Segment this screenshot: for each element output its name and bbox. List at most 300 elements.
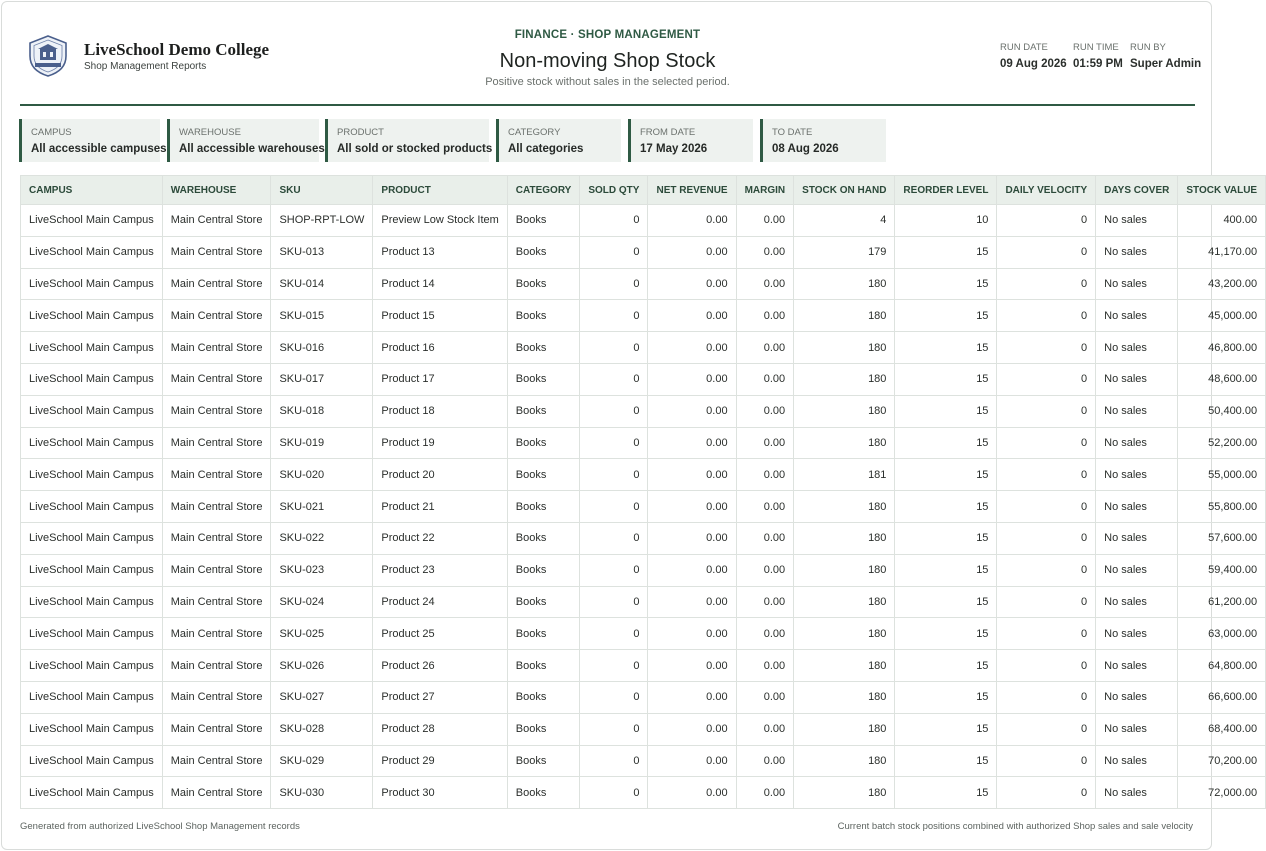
- table-cell: 180: [794, 777, 895, 809]
- table-cell: 0: [580, 395, 648, 427]
- table-cell: 15: [895, 395, 997, 427]
- table-cell: 0.00: [736, 236, 794, 268]
- table-cell: 0.00: [736, 300, 794, 332]
- table-cell: 46,800.00: [1178, 332, 1266, 364]
- table-cell: Product 29: [373, 745, 507, 777]
- table-cell: Main Central Store: [162, 618, 271, 650]
- table-cell: 180: [794, 268, 895, 300]
- filter-value: All accessible warehouses: [179, 143, 325, 155]
- table-cell: 0.00: [736, 332, 794, 364]
- table-cell: LiveSchool Main Campus: [21, 745, 163, 777]
- filter-value: All accessible campuses: [31, 143, 167, 155]
- table-cell: 0: [997, 618, 1096, 650]
- table-cell: Product 15: [373, 300, 507, 332]
- footer-note-left: Generated from authorized LiveSchool Shop Management records: [20, 821, 300, 832]
- table-cell: 68,400.00: [1178, 713, 1266, 745]
- table-cell: Product 27: [373, 681, 507, 713]
- table-cell: LiveSchool Main Campus: [21, 777, 163, 809]
- table-cell: 15: [895, 650, 997, 682]
- column-header: MARGIN: [736, 176, 794, 205]
- table-cell: LiveSchool Main Campus: [21, 554, 163, 586]
- run-by-label: RUN BY: [1130, 42, 1166, 53]
- table-cell: 0: [580, 586, 648, 618]
- table-cell: 72,000.00: [1178, 777, 1266, 809]
- table-cell: No sales: [1096, 300, 1178, 332]
- run-by: [1130, 42, 1201, 70]
- table-row: [21, 363, 1266, 395]
- table-cell: No sales: [1096, 395, 1178, 427]
- table-cell: Main Central Store: [162, 713, 271, 745]
- table-cell: 0: [997, 650, 1096, 682]
- filter-label: FROM DATE: [640, 127, 696, 138]
- table-cell: 180: [794, 681, 895, 713]
- table-cell: SKU-013: [271, 236, 373, 268]
- table-cell: Books: [507, 745, 580, 777]
- header-row: [21, 176, 1266, 205]
- table-cell: Product 19: [373, 427, 507, 459]
- table-cell: 15: [895, 745, 997, 777]
- table-cell: 0.00: [736, 650, 794, 682]
- table-cell: Main Central Store: [162, 427, 271, 459]
- table-cell: Books: [507, 586, 580, 618]
- column-header: WAREHOUSE: [162, 176, 271, 205]
- table-cell: 0.00: [736, 491, 794, 523]
- table-cell: 64,800.00: [1178, 650, 1266, 682]
- filter-value: All categories: [508, 143, 584, 155]
- table-cell: 66,600.00: [1178, 681, 1266, 713]
- column-header: STOCK ON HAND: [794, 176, 895, 205]
- table-row: [21, 205, 1266, 237]
- column-header: REORDER LEVEL: [895, 176, 997, 205]
- table-cell: 180: [794, 713, 895, 745]
- filter-value: 08 Aug 2026: [772, 143, 839, 155]
- table-cell: 15: [895, 332, 997, 364]
- table-cell: 0: [997, 332, 1096, 364]
- table-row: [21, 650, 1266, 682]
- table-cell: Product 20: [373, 459, 507, 491]
- table-cell: No sales: [1096, 777, 1178, 809]
- table-cell: Main Central Store: [162, 586, 271, 618]
- table-cell: 15: [895, 236, 997, 268]
- table-cell: 0: [997, 554, 1096, 586]
- report-page: [1, 1, 1258, 850]
- table-cell: 0.00: [736, 522, 794, 554]
- table-cell: 0: [580, 618, 648, 650]
- table-cell: Books: [507, 681, 580, 713]
- table-cell: Product 24: [373, 586, 507, 618]
- table-cell: 70,200.00: [1178, 745, 1266, 777]
- table-cell: 0.00: [648, 522, 736, 554]
- table-cell: LiveSchool Main Campus: [21, 363, 163, 395]
- table-row: [21, 427, 1266, 459]
- table-cell: Books: [507, 522, 580, 554]
- table-cell: 0.00: [648, 586, 736, 618]
- table-cell: Main Central Store: [162, 745, 271, 777]
- table-header: [21, 176, 1266, 205]
- table-cell: Main Central Store: [162, 681, 271, 713]
- table-cell: 0.00: [736, 427, 794, 459]
- table-cell: 0.00: [736, 459, 794, 491]
- table-cell: Main Central Store: [162, 300, 271, 332]
- table-cell: Product 13: [373, 236, 507, 268]
- table-cell: SKU-020: [271, 459, 373, 491]
- column-header: SKU: [271, 176, 373, 205]
- table-cell: 15: [895, 681, 997, 713]
- table-cell: 0.00: [736, 586, 794, 618]
- table-row: [21, 395, 1266, 427]
- table-cell: LiveSchool Main Campus: [21, 618, 163, 650]
- table-cell: Books: [507, 268, 580, 300]
- table-cell: No sales: [1096, 618, 1178, 650]
- table-cell: LiveSchool Main Campus: [21, 459, 163, 491]
- table-cell: 0: [580, 681, 648, 713]
- table-cell: 0.00: [736, 713, 794, 745]
- table-cell: 10: [895, 205, 997, 237]
- table-cell: 400.00: [1178, 205, 1266, 237]
- table-cell: Main Central Store: [162, 522, 271, 554]
- table-cell: SKU-026: [271, 650, 373, 682]
- filter-campus: [19, 119, 167, 162]
- filter-to-date: [760, 119, 886, 162]
- college-subtitle: Shop Management Reports: [84, 61, 207, 72]
- filter-from-date: [628, 119, 753, 162]
- table-cell: 63,000.00: [1178, 618, 1266, 650]
- table-cell: 0: [997, 745, 1096, 777]
- table-cell: No sales: [1096, 681, 1178, 713]
- table-cell: 15: [895, 586, 997, 618]
- table-row: [21, 745, 1266, 777]
- table-cell: SKU-021: [271, 491, 373, 523]
- table-cell: LiveSchool Main Campus: [21, 713, 163, 745]
- table-cell: 0.00: [648, 681, 736, 713]
- table-cell: LiveSchool Main Campus: [21, 205, 163, 237]
- table-cell: No sales: [1096, 586, 1178, 618]
- report-title: Non-moving Shop Stock: [499, 50, 716, 72]
- table-cell: 52,200.00: [1178, 427, 1266, 459]
- table-cell: 0.00: [736, 618, 794, 650]
- table-cell: 0.00: [648, 332, 736, 364]
- table-cell: Books: [507, 554, 580, 586]
- table-cell: LiveSchool Main Campus: [21, 300, 163, 332]
- table-cell: Product 22: [373, 522, 507, 554]
- table-cell: Product 14: [373, 268, 507, 300]
- table-cell: Main Central Store: [162, 395, 271, 427]
- table-cell: 180: [794, 650, 895, 682]
- table-cell: 0.00: [736, 205, 794, 237]
- table-cell: No sales: [1096, 491, 1178, 523]
- table-cell: LiveSchool Main Campus: [21, 332, 163, 364]
- table-cell: SKU-027: [271, 681, 373, 713]
- table-cell: 180: [794, 332, 895, 364]
- filter-label: WAREHOUSE: [179, 127, 241, 138]
- table-cell: No sales: [1096, 459, 1178, 491]
- table-cell: Main Central Store: [162, 363, 271, 395]
- table-cell: 0.00: [648, 618, 736, 650]
- table-cell: 0: [580, 459, 648, 491]
- table-cell: Books: [507, 650, 580, 682]
- run-by-value: Super Admin: [1130, 58, 1202, 70]
- table-cell: 0.00: [736, 554, 794, 586]
- table-cell: Books: [507, 459, 580, 491]
- table-cell: SKU-019: [271, 427, 373, 459]
- table-cell: 0.00: [736, 745, 794, 777]
- table-cell: 41,170.00: [1178, 236, 1266, 268]
- table-cell: Books: [507, 300, 580, 332]
- table-cell: Product 28: [373, 713, 507, 745]
- table-cell: Main Central Store: [162, 554, 271, 586]
- table-cell: 0: [580, 236, 648, 268]
- table-cell: 0: [580, 332, 648, 364]
- table-row: [21, 332, 1266, 364]
- table-cell: 15: [895, 713, 997, 745]
- table-cell: 0.00: [648, 427, 736, 459]
- table-cell: Books: [507, 363, 580, 395]
- report-kicker: FINANCE · SHOP MANAGEMENT: [514, 29, 701, 41]
- table-cell: Books: [507, 332, 580, 364]
- table-cell: 55,800.00: [1178, 491, 1266, 523]
- table-cell: Product 17: [373, 363, 507, 395]
- table-cell: SKU-022: [271, 522, 373, 554]
- report-subtitle: Positive stock without sales in the selected period.: [485, 76, 730, 88]
- table-cell: 0.00: [736, 395, 794, 427]
- table-cell: Product 26: [373, 650, 507, 682]
- table-cell: 0.00: [648, 713, 736, 745]
- table-cell: 15: [895, 618, 997, 650]
- table-cell: Product 23: [373, 554, 507, 586]
- table-cell: 0: [580, 205, 648, 237]
- table-cell: 15: [895, 777, 997, 809]
- filter-warehouse: [167, 119, 325, 162]
- run-date: [1000, 42, 1067, 70]
- table-cell: SHOP-RPT-LOW: [271, 205, 373, 237]
- run-time: [1073, 42, 1123, 70]
- table-row: [21, 554, 1266, 586]
- table-cell: 0.00: [736, 363, 794, 395]
- table-cell: Preview Low Stock Item: [373, 205, 507, 237]
- table-cell: 180: [794, 554, 895, 586]
- table-row: [21, 522, 1266, 554]
- run-date-value: 09 Aug 2026: [1000, 58, 1067, 70]
- footer-note-right: Current batch stock positions combined with authorized Shop sales and sale velocity: [837, 821, 1193, 832]
- table-cell: Main Central Store: [162, 777, 271, 809]
- table-cell: No sales: [1096, 427, 1178, 459]
- table-cell: 0.00: [648, 459, 736, 491]
- filter-value: 17 May 2026: [640, 143, 708, 155]
- table-cell: No sales: [1096, 713, 1178, 745]
- table-cell: 180: [794, 745, 895, 777]
- table-row: [21, 236, 1266, 268]
- table-cell: SKU-029: [271, 745, 373, 777]
- table-cell: 4: [794, 205, 895, 237]
- table-cell: 0: [997, 522, 1096, 554]
- table-cell: 0: [580, 713, 648, 745]
- run-date-label: RUN DATE: [1000, 42, 1048, 53]
- table-cell: 15: [895, 300, 997, 332]
- table-cell: 0: [997, 713, 1096, 745]
- table-cell: SKU-016: [271, 332, 373, 364]
- table-cell: 55,000.00: [1178, 459, 1266, 491]
- table-cell: 0.00: [648, 268, 736, 300]
- table-cell: Main Central Store: [162, 268, 271, 300]
- column-header: DAYS COVER: [1096, 176, 1178, 205]
- column-header: CAMPUS: [21, 176, 163, 205]
- table-row: [21, 586, 1266, 618]
- college-name: LiveSchool Demo College: [84, 40, 270, 59]
- table-cell: LiveSchool Main Campus: [21, 586, 163, 618]
- table-cell: 15: [895, 554, 997, 586]
- table-cell: 180: [794, 363, 895, 395]
- table-cell: 50,400.00: [1178, 395, 1266, 427]
- run-time-label: RUN TIME: [1073, 42, 1119, 53]
- table-cell: No sales: [1096, 650, 1178, 682]
- filter-category: [496, 119, 621, 162]
- table-cell: SKU-030: [271, 777, 373, 809]
- table-cell: Main Central Store: [162, 332, 271, 364]
- table-cell: 15: [895, 491, 997, 523]
- table-cell: Books: [507, 713, 580, 745]
- table-cell: Books: [507, 491, 580, 523]
- table-cell: Main Central Store: [162, 459, 271, 491]
- table-cell: LiveSchool Main Campus: [21, 236, 163, 268]
- column-header: STOCK VALUE: [1178, 176, 1266, 205]
- table-cell: 0.00: [648, 491, 736, 523]
- table-cell: No sales: [1096, 205, 1178, 237]
- filter-label: CAMPUS: [31, 127, 72, 138]
- table-cell: 0: [997, 300, 1096, 332]
- header-divider: [20, 104, 1195, 106]
- table-cell: 0.00: [648, 745, 736, 777]
- table-cell: 0: [997, 586, 1096, 618]
- table-row: [21, 777, 1266, 809]
- table-row: [21, 681, 1266, 713]
- table-cell: 15: [895, 268, 997, 300]
- table-cell: SKU-028: [271, 713, 373, 745]
- table-cell: 59,400.00: [1178, 554, 1266, 586]
- table-cell: 180: [794, 522, 895, 554]
- table-cell: No sales: [1096, 522, 1178, 554]
- table-cell: 61,200.00: [1178, 586, 1266, 618]
- table-cell: 48,600.00: [1178, 363, 1266, 395]
- table-cell: 0.00: [648, 300, 736, 332]
- run-time-value: 01:59 PM: [1073, 58, 1123, 70]
- table-cell: 0.00: [648, 236, 736, 268]
- table-cell: Main Central Store: [162, 236, 271, 268]
- table-cell: Product 30: [373, 777, 507, 809]
- table-cell: 0: [580, 268, 648, 300]
- table-cell: 180: [794, 586, 895, 618]
- filter-label: PRODUCT: [337, 127, 384, 138]
- table-cell: LiveSchool Main Campus: [21, 427, 163, 459]
- table-cell: 0: [580, 427, 648, 459]
- table-cell: Books: [507, 618, 580, 650]
- table-cell: Product 16: [373, 332, 507, 364]
- table-cell: SKU-025: [271, 618, 373, 650]
- table-cell: 0.00: [736, 777, 794, 809]
- table-cell: 0: [580, 554, 648, 586]
- table-cell: Product 18: [373, 395, 507, 427]
- table-cell: No sales: [1096, 236, 1178, 268]
- table-cell: SKU-018: [271, 395, 373, 427]
- table-row: [21, 300, 1266, 332]
- table-cell: No sales: [1096, 554, 1178, 586]
- table-row: [21, 618, 1266, 650]
- table-cell: No sales: [1096, 332, 1178, 364]
- table-cell: 15: [895, 363, 997, 395]
- table-cell: Product 25: [373, 618, 507, 650]
- table-cell: 0: [580, 522, 648, 554]
- table-cell: Books: [507, 427, 580, 459]
- column-header: DAILY VELOCITY: [997, 176, 1096, 205]
- table-cell: 180: [794, 395, 895, 427]
- table-cell: 180: [794, 618, 895, 650]
- table-cell: No sales: [1096, 268, 1178, 300]
- table-cell: 180: [794, 427, 895, 459]
- table-cell: 180: [794, 300, 895, 332]
- table-cell: SKU-023: [271, 554, 373, 586]
- column-header: NET REVENUE: [648, 176, 736, 205]
- table-cell: 15: [895, 427, 997, 459]
- table-cell: 0: [997, 427, 1096, 459]
- table-cell: 0.00: [736, 268, 794, 300]
- table-cell: 0: [580, 745, 648, 777]
- table-cell: LiveSchool Main Campus: [21, 650, 163, 682]
- table-cell: 180: [794, 491, 895, 523]
- table-cell: Main Central Store: [162, 491, 271, 523]
- filter-label: TO DATE: [772, 127, 813, 138]
- filter-label: CATEGORY: [508, 127, 561, 138]
- table-cell: Books: [507, 395, 580, 427]
- table-cell: 0.00: [648, 363, 736, 395]
- table-body: [21, 205, 1266, 809]
- table-cell: LiveSchool Main Campus: [21, 522, 163, 554]
- table-cell: 0: [997, 459, 1096, 491]
- table-cell: 0.00: [736, 681, 794, 713]
- table-cell: 43,200.00: [1178, 268, 1266, 300]
- table-cell: 0: [997, 236, 1096, 268]
- table-row: [21, 491, 1266, 523]
- table-cell: 45,000.00: [1178, 300, 1266, 332]
- table-cell: 0: [580, 650, 648, 682]
- table-cell: 0: [580, 363, 648, 395]
- table-cell: 0: [580, 300, 648, 332]
- table-row: [21, 268, 1266, 300]
- table-row: [21, 459, 1266, 491]
- table-cell: 57,600.00: [1178, 522, 1266, 554]
- table-cell: 0: [997, 395, 1096, 427]
- table-cell: Main Central Store: [162, 650, 271, 682]
- table-cell: 0: [997, 777, 1096, 809]
- table-cell: Main Central Store: [162, 205, 271, 237]
- table-cell: SKU-015: [271, 300, 373, 332]
- table-cell: Product 21: [373, 491, 507, 523]
- table-cell: 0.00: [648, 205, 736, 237]
- column-header: PRODUCT: [373, 176, 507, 205]
- table-cell: No sales: [1096, 363, 1178, 395]
- table-cell: 0.00: [648, 395, 736, 427]
- table-cell: Books: [507, 205, 580, 237]
- table-cell: Books: [507, 236, 580, 268]
- filter-value: All sold or stocked products: [337, 143, 493, 155]
- table-cell: LiveSchool Main Campus: [21, 491, 163, 523]
- table-cell: 0.00: [648, 650, 736, 682]
- table-cell: 0: [997, 363, 1096, 395]
- table-cell: SKU-017: [271, 363, 373, 395]
- table-row: [21, 713, 1266, 745]
- table-cell: LiveSchool Main Campus: [21, 681, 163, 713]
- table-cell: 0.00: [648, 777, 736, 809]
- column-header: CATEGORY: [507, 176, 580, 205]
- table-cell: 0.00: [648, 554, 736, 586]
